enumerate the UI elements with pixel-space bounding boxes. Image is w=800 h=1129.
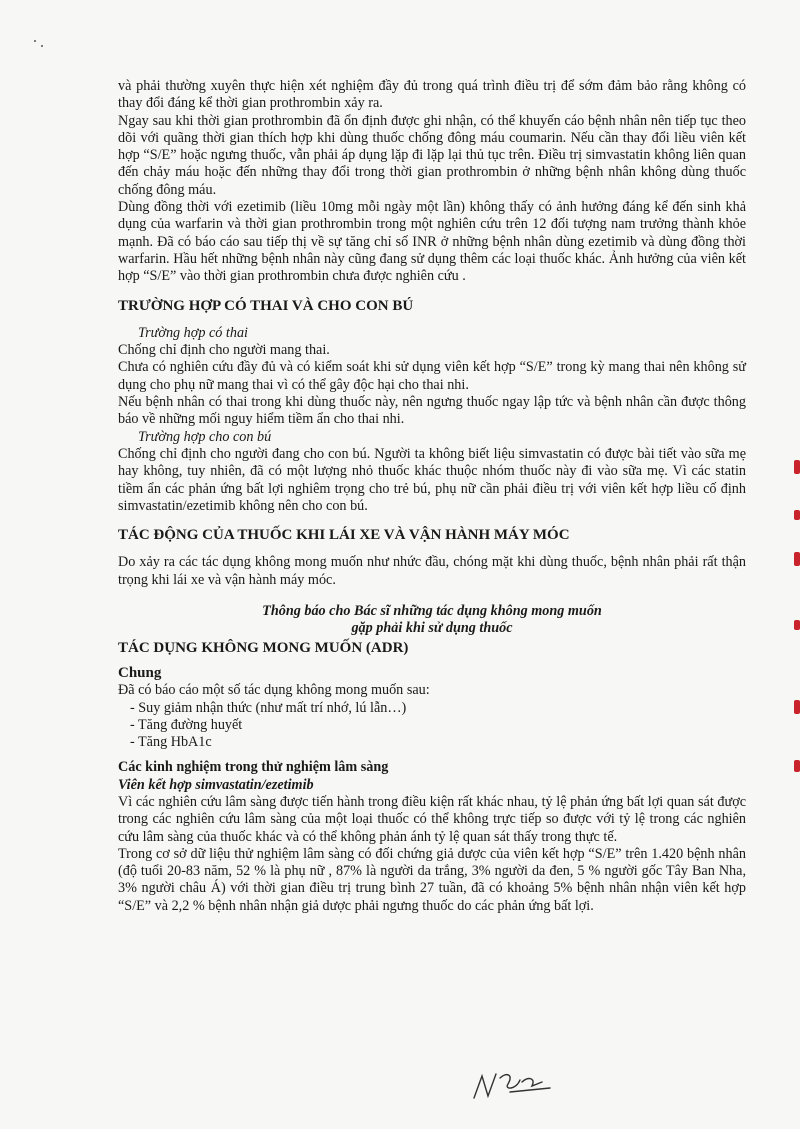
subheading-combination: Viên kết hợp simvastatin/ezetimib	[118, 776, 314, 793]
paragraph: Dùng đồng thời với ezetimib (liều 10mg mỗi ngày một lần) không thấy có ảnh hưởng đáng kể đến sinh khả dụng của warfarin và thời gian prothrombin trong một nghiên cứu trên 12 đối tượng nam trưởng thành khỏe mạnh. Đã có báo cáo sau tiếp thị về sự tăng chỉ số INR ở những bệnh nhân dùng ezetimib và dùng đồng thời warfarin. Hầu hết những bệnh nhân này cũng đang sử dụng thêm các loại thuốc khác. Ảnh hưởng của viên kết hợp “S/E” vào thời gian prothrombin chưa được nghiên cứu .	[118, 199, 746, 285]
adr-list	[118, 700, 746, 752]
document-page	[118, 78, 746, 915]
list-item: - Tăng đường huyết	[130, 716, 243, 733]
section-heading-pregnancy: TRƯỜNG HỢP CÓ THAI VÀ CHO CON BÚ	[118, 297, 414, 314]
paragraph: Đã có báo cáo một số tác dụng không mong muốn sau:	[118, 682, 430, 699]
notice-line: Thông báo cho Bác sĩ những tác dụng không mong muốn	[262, 603, 602, 620]
paragraph: Do xảy ra các tác dụng không mong muốn như nhức đầu, chóng mặt khi dùng thuốc, bệnh nhân phải rất thận trọng khi lái xe và vận hành máy móc.	[118, 554, 746, 588]
paragraph: Trong cơ sở dữ liệu thử nghiệm lâm sàng có đối chứng giả dược của viên kết hợp “S/E” trên 1.420 bệnh nhân (độ tuổi 20-83 năm, 52 % là phụ nữ , 87% là người da trắng, 3% người da đen, 5 % người gốc Tây Ban Nha, 3% người châu Á) với thời gian điều trị trung bình 27 tuần, đã có khoảng 5% bệnh nhân nhận viên kết hợp “S/E” và 2,2 % bệnh nhân nhận giả dược phải ngưng thuốc do các phản ứng bất lợi.	[118, 845, 746, 914]
red-edge-marks	[792, 460, 800, 780]
subheading-breastfeeding: Trường hợp cho con bú	[138, 428, 272, 445]
section-heading-driving: TÁC ĐỘNG CỦA THUỐC KHI LÁI XE VÀ VẬN HÀNH MÁY MÓC	[118, 527, 570, 544]
paragraph: Chống chỉ định cho người mang thai.	[118, 342, 330, 359]
section-heading-adr: TÁC DỤNG KHÔNG MONG MUỐN (ADR)	[118, 639, 409, 656]
scan-speck	[34, 40, 36, 42]
handwritten-initials	[470, 1068, 560, 1104]
list-item: - Tăng HbA1c	[130, 734, 212, 751]
subheading-general: Chung	[118, 664, 162, 681]
paragraph: và phải thường xuyên thực hiện xét nghiệm đầy đủ trong quá trình điều trị để sớm đảm bảo rằng không có thay đổi đáng kể thời gian prothrombin xảy ra.	[118, 78, 746, 112]
notice-line: gặp phải khi sử dụng thuốc	[351, 620, 513, 637]
paragraph: Chưa có nghiên cứu đầy đủ và có kiểm soát khi sử dụng viên kết hợp “S/E” trong kỳ mang thai nên không sử dụng cho phụ nữ mang thai vì có thể gây độc hại cho thai nhi.	[118, 359, 746, 393]
list-item: - Suy giảm nhận thức (như mất trí nhớ, lú lẫn…)	[130, 699, 407, 716]
notice-block	[118, 603, 746, 638]
paragraph: Ngay sau khi thời gian prothrombin đã ổn định được ghi nhận, có thể khuyến cáo bệnh nhân nên tiếp tục theo dõi với quãng thời gian thích hợp khi dùng thuốc chống đông máu coumarin. Nếu cần thay đổi liều viên kết hợp “S/E” hoặc ngưng thuốc, vẫn phải áp dụng lặp đi lặp lại thủ tục trên. Điều trị simvastatin không liên quan đến chảy máu hoặc đến những thay đổi trong thời gian prothrombin ở những bệnh nhân không dùng thuốc chống đông máu.	[118, 112, 746, 198]
paragraph: Nếu bệnh nhân có thai trong khi dùng thuốc này, nên ngưng thuốc ngay lập tức và bệnh nhân cần được thông báo về những mối nguy hiểm tiềm ẩn cho thai nhi.	[118, 394, 746, 428]
paragraph: Vì các nghiên cứu lâm sàng được tiến hành trong điều kiện rất khác nhau, tỷ lệ phản ứng bất lợi quan sát được trong các nghiên cứu lâm sàng của một loại thuốc có thể không trực tiếp so được với tỷ lệ trong các nghiên cứu lâm sàng của thuốc khác và có thể không phản ánh tỷ lệ quan sát thấy trong thực tế.	[118, 793, 746, 845]
scan-speck	[41, 45, 43, 47]
subheading-pregnancy: Trường hợp có thai	[138, 324, 248, 341]
subheading-clinical-trials: Các kinh nghiệm trong thử nghiệm lâm sàng	[118, 759, 389, 776]
paragraph: Chống chỉ định cho người đang cho con bú. Người ta không biết liệu simvastatin có được bài tiết vào sữa mẹ hay không, tuy nhiên, đã có một lượng nhỏ thuốc khác thuộc nhóm thuốc này đi vào sữa mẹ. Vì các statin tiềm ẩn các phản ứng bất lợi nghiêm trọng cho trẻ bú, phụ nữ cần phải điều trị với viên kết hợp liều cố định simvastatin/ezetimib không nên cho con bú.	[118, 445, 746, 514]
